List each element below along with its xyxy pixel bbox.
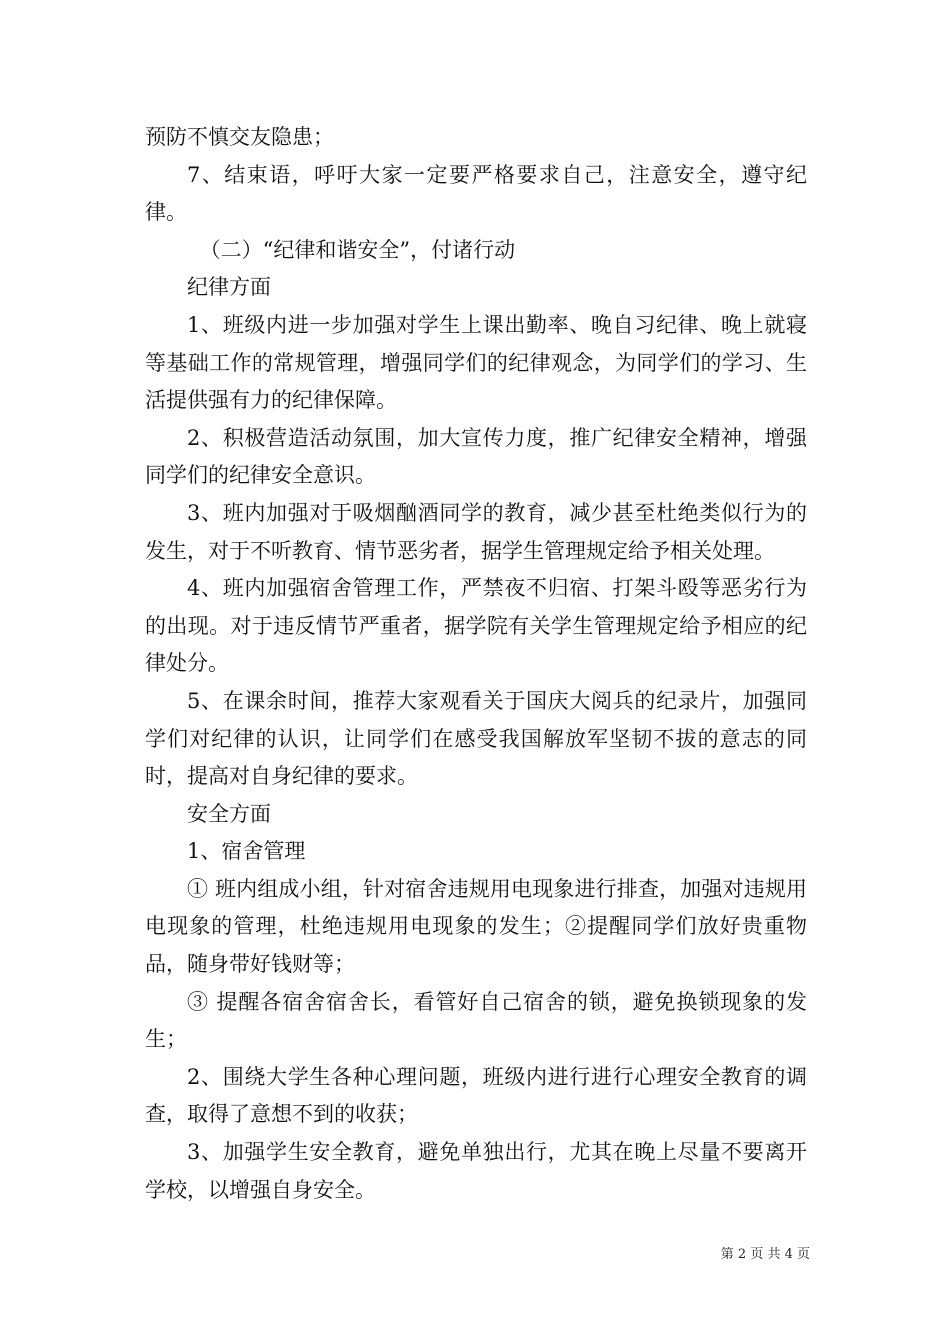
subheading-discipline: 纪律方面 [187,275,271,300]
paragraph-safety-3: 3、加强学生安全教育，避免单独出行，尤其在晚上尽量不要离开学校，以增强自身安全。 [145,1140,807,1202]
paragraph-safety-2: 2、围绕大学生各种心理问题，班级内进行进行心理安全教育的调查，取得了意想不到的收获； [145,1064,807,1127]
paragraph-discipline-4: 4、班内加强宿舍管理工作，严禁夜不归宿、打架斗殴等恶劣行为的出现。对于违反情节严重者，据学院有关学生管理规定给予相应的纪律处分。 [145,576,807,676]
paragraph-discipline-3: 3、班内加强对于吸烟酗酒同学的教育，减少甚至杜绝类似行为的发生，对于不听教育、情节恶劣者，据学生管理规定给予相关处理。 [145,500,807,563]
subheading-safety: 安全方面 [187,801,271,826]
paragraph-discipline-1: 1、班级内进一步加强对学生上课出勤率、晚自习纪律、晚上就寝等基础工作的常规管理，增强同学们的纪律观念，为同学们的学习、生活提供强有力的纪律保障。 [145,312,807,413]
paragraph-continuation: 预防不慎交友隐患； [145,125,334,149]
paragraph-discipline-2: 2、积极营造活动氛围，加大宣传力度，推广纪律安全精神，增强同学们的纪律安全意识。 [145,425,807,488]
paragraph-safety-1-a: ① 班内组成小组，针对宿舍违规用电现象进行排查，加强对违规用电现象的管理，杜绝违规用电现象的发生；②提醒同学们放好贵重物品，随身带好钱财等； [145,876,807,977]
paragraph-safety-1-c: ③ 提醒各宿舍宿舍长，看管好自己宿舍的锁，避免换锁现象的发生； [145,989,807,1052]
document-body [145,119,807,1209]
section-heading: （二）“纪律和谐安全”，付诸行动 [199,237,516,262]
paragraph-item-7: 7、结束语，呼吁大家一定要严格要求自己，注意安全，遵守纪律。 [145,162,807,225]
paragraph-discipline-5: 5、在课余时间，推荐大家观看关于国庆大阅兵的纪录片，加强同学们对纪律的认识，让同学们在感受我国解放军坚韧不拔的意志的同时，提高对自身纪律的要求。 [145,688,807,789]
paragraph-safety-1: 1、宿舍管理 [187,839,306,864]
page-number: 第 2 页 共 4 页 [720,1247,810,1262]
